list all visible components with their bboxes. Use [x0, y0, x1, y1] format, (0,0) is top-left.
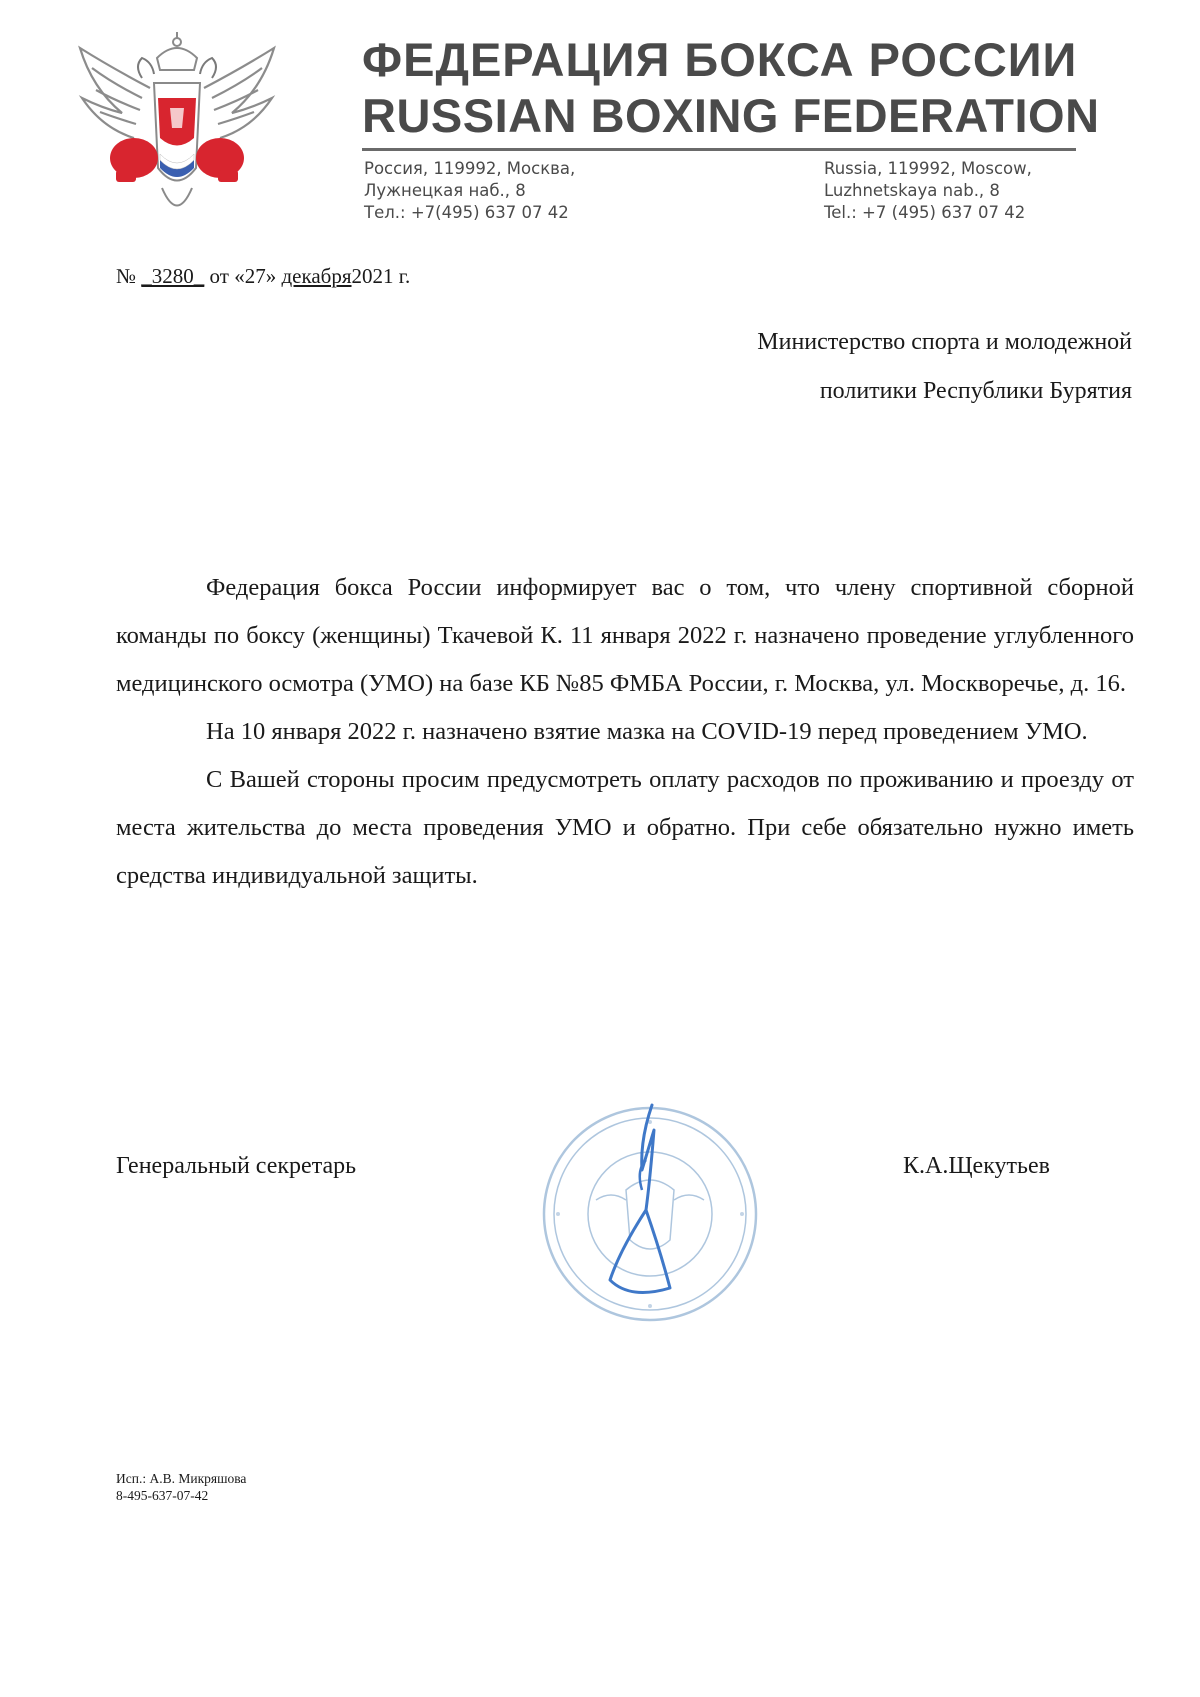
date-day: от «27»	[209, 264, 277, 288]
document-number: _3280_	[141, 264, 205, 288]
org-name-ru: ФЕДЕРАЦИЯ БОКСА РОССИИ	[362, 33, 1078, 86]
body-paragraph: С Вашей стороны просим предусмотреть оплату расходов по проживанию и проезду от места жительства до места проведения УМО и обратно. При себе обязательно нужно иметь средства индивидуальной защиты.	[116, 766, 1134, 889]
recipient-line: политики Республики Бурятия	[819, 378, 1132, 404]
date-month: декабря	[281, 264, 352, 288]
address-ru-line: Тел.: +7(495) 637 07 42	[364, 203, 569, 222]
address-ru-line: Лужнецкая наб., 8	[364, 181, 526, 200]
recipient-block	[757, 318, 1132, 416]
body-paragraph: На 10 января 2022 г. назначено взятие мазка на COVID-19 перед проведением УМО.	[206, 718, 1088, 745]
header-divider	[362, 148, 1076, 151]
recipient-line: Министерство спорта и молодежной	[757, 329, 1132, 355]
executor-info	[116, 1470, 246, 1504]
signatory-name: К.А.Щекутьев	[903, 1153, 1050, 1179]
executor-name: Исп.: А.В. Микряшова	[116, 1471, 247, 1486]
date-year: 2021 г.	[351, 264, 411, 288]
document-reference	[116, 264, 410, 289]
address-en-line: Tel.: +7 (495) 637 07 42	[824, 203, 1026, 222]
handwritten-signature	[580, 1100, 700, 1310]
address-ru-line: Россия, 119992, Москва,	[364, 159, 576, 178]
signatory-title: Генеральный секретарь	[116, 1153, 357, 1179]
address-en-line: Russia, 119992, Moscow,	[824, 159, 1032, 178]
letter-body	[116, 564, 1134, 900]
address-ru	[364, 158, 575, 224]
org-name-en: RUSSIAN BOXING FEDERATION	[362, 89, 1100, 142]
address-en-line: Luzhnetskaya nab., 8	[824, 181, 1000, 200]
number-prefix: №	[116, 264, 137, 288]
address-en	[824, 158, 1032, 224]
body-paragraph: Федерация бокса России информирует вас о том, что члену спортивной сборной команды по боксу (женщины) Ткачевой К. 11 января 2022 г. назначено проведение углубленного медицинского осмотра (УМО) на базе КБ №85 ФМБА России, г. Москва, ул. Москворечье, д. 16.	[116, 574, 1134, 697]
federation-emblem-logo	[72, 28, 282, 228]
executor-phone: 8-495-637-07-42	[116, 1488, 209, 1503]
